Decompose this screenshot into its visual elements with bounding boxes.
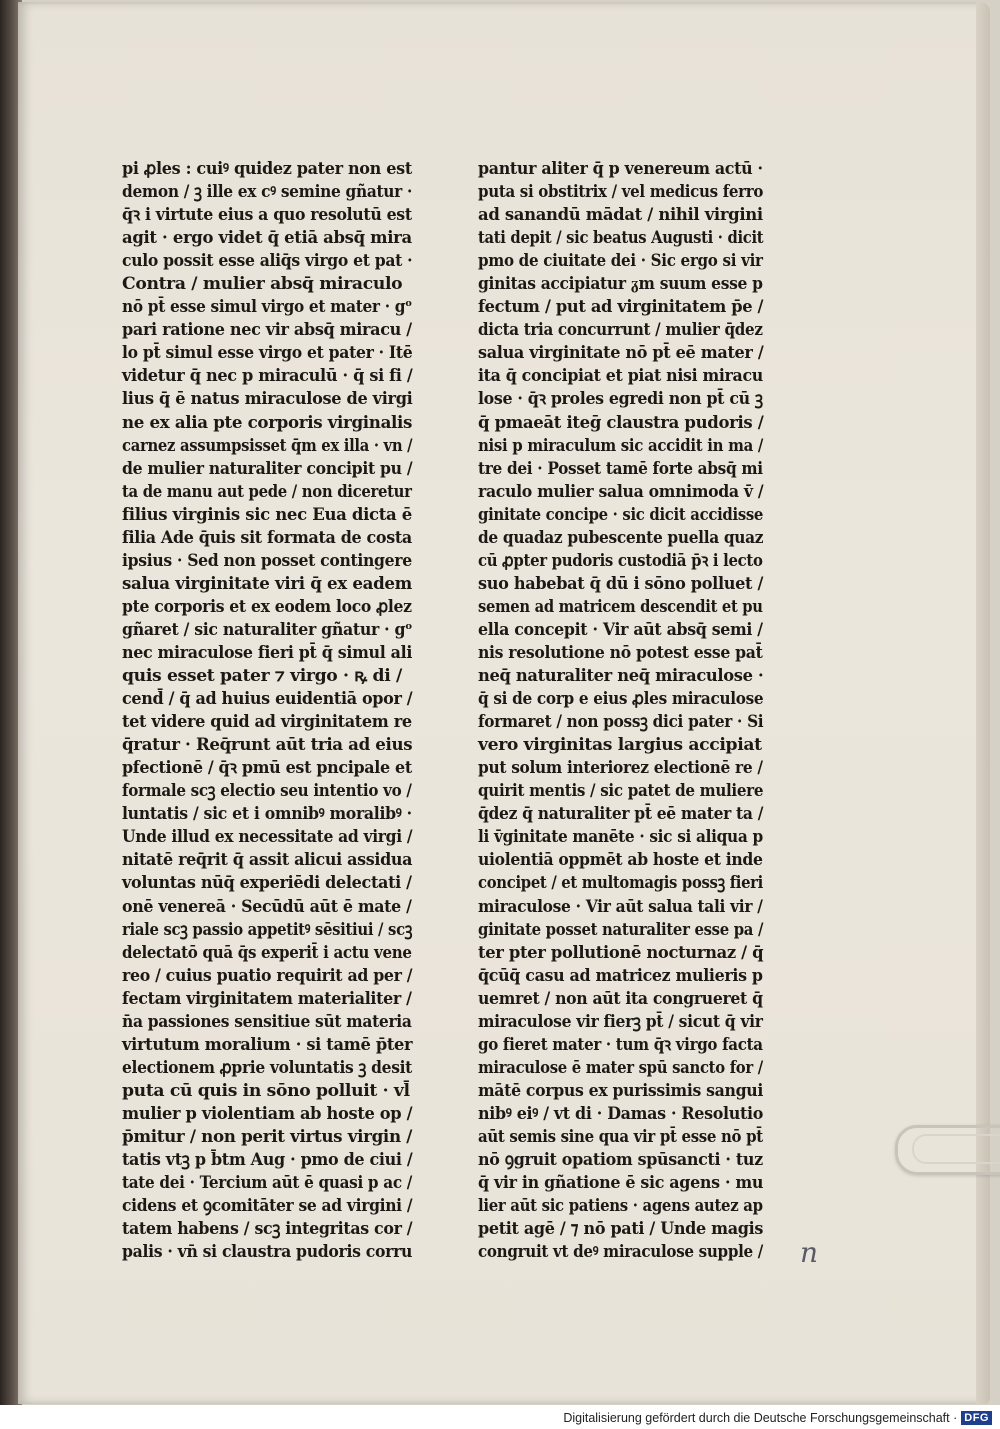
text-line: videtur q̄ nec p miraculū · q̄ si fi / <box>122 366 413 387</box>
text-line: delectatō quā q̄s experit̄ i actu vene <box>122 942 412 963</box>
text-line: concipet / et multomagis possꝫ fieri <box>478 873 764 894</box>
text-line: tate dei · Tercium aūt ē quasi p ac / <box>122 1173 413 1194</box>
text-line: dicta tria concurrunt / mulier q̄dez <box>478 320 763 341</box>
text-line: tatis vtꝫ p b̄tm Aug · pmo de ciui / <box>122 1150 413 1171</box>
text-line: quis esset pater ⁊ virgo · ꝶ di / <box>122 666 402 687</box>
text-line: voluntas nūq̄ experiēdi delectati / <box>122 873 412 894</box>
text-line: fectam virginitatem materialiter / <box>122 988 412 1009</box>
text-line: virtutum moralium · si tamē p̄ter <box>122 1034 413 1055</box>
text-column-left <box>122 158 412 1264</box>
text-line: mātē corpus ex purissimis sangui <box>478 1080 764 1101</box>
text-line: luntatis / sic et i omnibꝰ moralibꝰ · <box>122 804 412 825</box>
text-line: neq̄ naturaliter neq̄ miraculose · <box>478 666 764 687</box>
text-line: electionem ꝓprie voluntatis ꝫ desit <box>122 1057 413 1078</box>
text-line: miraculose ē mater spū sancto for / <box>478 1057 763 1078</box>
text-line: ginitate posset naturaliter esse pa / <box>478 919 764 940</box>
text-line: q̄ratur · Req̄runt aūt tria ad eius <box>122 735 413 756</box>
text-line: nō ꝯgruit opatiom spūsancti · tuz <box>478 1150 763 1171</box>
text-line: quirit mentis / sic patet de muliere <box>478 781 764 802</box>
text-line: lose · q̄ꝛ proles egredi non pt̄ cū ꝫ <box>478 389 763 410</box>
text-line: q̄ꝛ i virtute eius a quo resolutū est <box>122 205 412 226</box>
text-line: gñaret / sic naturaliter gñatur · gᵒ <box>122 619 413 640</box>
text-line: lius q̄ ē natus miraculose de virgi <box>122 389 413 410</box>
text-line: q̄ si de corp e eius ꝓles miraculose <box>478 689 764 710</box>
text-line: nis resolutione nō potest esse pat̄ <box>478 642 763 663</box>
text-line: nisi p miraculum sic accidit in ma / <box>478 435 763 456</box>
text-line: pfectionē / q̄ꝛ pmū est pncipale et <box>122 758 412 779</box>
text-line: q̄cūq̄ casu ad matricez mulieris p <box>478 965 763 986</box>
text-line: ella concepit · Vir aūt absq̄ semi / <box>478 619 763 640</box>
text-line: salua virginitate nō pt̄ eē mater / <box>478 343 764 364</box>
text-line: nitatē req̄rit q̄ assit alicui assidua <box>122 850 413 871</box>
text-line: tet videre quid ad virginitatem re <box>122 712 412 733</box>
funding-credit <box>563 1411 992 1425</box>
text-line: semen ad matricem descendit et pu <box>478 596 763 617</box>
text-line: salua virginitate viri q̄ ex eadem <box>122 573 412 594</box>
text-line: put solum interiorez electionē re / <box>478 758 763 779</box>
text-line: pari ratione nec vir absq̄ miracu / <box>122 320 412 341</box>
text-line: ipsius · Sed non posset contingere <box>122 550 412 571</box>
text-line: ginitas accipiatur ᵹm suum esse p <box>478 274 763 295</box>
text-line: miraculose · Vir aūt salua tali vir / <box>478 896 763 917</box>
text-line: cidens et ꝯcomitāter se ad virgini / <box>122 1196 413 1217</box>
handwritten-folio-mark: n <box>800 1236 819 1269</box>
text-line: nibꝰ eiꝰ / vt di · Damas · Resolutio <box>478 1103 763 1124</box>
text-line: ta de manu aut pede / non diceretur <box>122 481 412 502</box>
text-line: pi ꝓles : cuiꝰ quidez pater non est <box>122 159 412 179</box>
text-line: uiolentiā oppmēt ab hoste et inde <box>478 850 763 871</box>
text-line: congruit vt deꝰ miraculose supple / <box>478 1242 764 1263</box>
text-line: li v̄ginitate manēte · sic si aliqua p <box>478 827 763 848</box>
text-line: ne ex alia pte corporis virginalis <box>122 412 413 433</box>
text-line: nec miraculose fieri pt̄ q̄ simul ali <box>122 642 413 663</box>
text-line: suo habebat q̄ dū i sōno polluet / <box>478 573 764 594</box>
text-line: tatem habens / scꝫ integritas cor / <box>122 1219 413 1240</box>
text-line: cend̄ / q̄ ad huius euidentiā opor / <box>122 689 413 710</box>
text-line: petit agē / ⁊ nō pati / Unde magis <box>478 1219 764 1240</box>
text-line: de quadaz pubescente puella quaz <box>478 527 764 548</box>
text-line: ginitate concipe · sic dicit accidisse <box>478 504 764 525</box>
text-line: filia Ade q̄uis sit formata de costa <box>122 527 412 548</box>
text-line: p̄mitur / non perit virtus virgin / <box>122 1126 413 1147</box>
text-line: n̄a passiones sensitiue sūt materia <box>122 1011 412 1032</box>
text-line: pmo de ciuitate dei · Sic ergo si vir <box>478 251 763 272</box>
text-line: riale scꝫ passio appetitꝰ sēsitiui / scꝫ <box>122 919 413 940</box>
text-line: vero virginitas largius accipiat <box>478 735 762 756</box>
text-line: tati depit / sic beatus Augusti · dicit <box>478 228 764 249</box>
text-line: miraculose vir fierꝫ pt̄ / sicut q̄ vir <box>478 1011 763 1032</box>
text-line: formaret / non possꝫ dici pater · Si <box>478 712 764 733</box>
text-line: tre dei · Posset tamē forte absq̄ mi <box>478 458 763 479</box>
text-line: carnez assumpsisset q̄m ex illa · vn / <box>122 435 413 456</box>
text-line: reo / cuius puatio requirit ad per / <box>122 965 413 986</box>
text-column-right <box>478 158 763 1264</box>
text-line: q̄dez q̄ naturaliter pt̄ eē mater ta / <box>478 804 764 825</box>
text-line: lier aūt sic patiens · agens autez ap <box>478 1196 763 1217</box>
text-line: ad sanandū mādat / nihil virgini <box>478 205 763 226</box>
text-line: raculo mulier salua omnimoda v̄ / <box>478 481 764 502</box>
text-line: pte corporis et ex eodem loco ꝓlez <box>122 596 412 617</box>
text-line: Contra / mulier absq̄ miraculo <box>122 274 403 295</box>
text-line: de mulier naturaliter concipit pu / <box>122 458 413 479</box>
text-line: filius virginis sic nec Eua dicta ē <box>122 504 412 525</box>
text-line: palis · vn̄ si claustra pudoris corru <box>122 1242 413 1263</box>
text-line: demon / ꝫ ille ex cꝰ semine gñatur · <box>122 182 413 203</box>
text-line: pantur aliter q̄ p venereum actū · <box>478 159 763 179</box>
text-line: cū ꝓpter pudoris custodiā p̄ꝛ i lecto <box>478 550 763 571</box>
text-line: nō pt̄ esse simul virgo et mater · gᵒ <box>122 297 413 318</box>
text-line: formale scꝫ electio seu intentio vo / <box>122 781 412 802</box>
text-line: mulier p violentiam ab hoste op / <box>122 1103 413 1124</box>
text-line: ter pter pollutionē nocturnaz / q̄ <box>478 942 764 963</box>
footer-bar <box>0 1405 1000 1429</box>
text-line: ita q̄ concipiat et piat nisi miracu <box>478 366 763 387</box>
text-line: onē venereā · Secūdū aūt ē mate / <box>122 896 412 917</box>
text-line: fectum / put ad virginitatem p̄e / <box>478 297 764 318</box>
text-line: Unde illud ex necessitate ad virgi / <box>122 827 413 848</box>
paper-clip-inner <box>912 1134 1000 1164</box>
text-line: puta cū quis in sōno polluit · vl̄ <box>122 1080 410 1101</box>
text-line: uemret / non aūt ita congrueret q̄ <box>478 988 763 1009</box>
text-line: q̄ vir in gñatione ē sic agens · mu <box>478 1173 764 1194</box>
text-line: puta si obstitrix / vel medicus ferro <box>478 182 764 203</box>
dfg-logo-icon: DFG <box>961 1411 992 1425</box>
text-line: culo possit esse aliq̄s virgo et pat · <box>122 251 413 272</box>
page-edge <box>976 2 990 1404</box>
text-line: agit · ergo videt q̄ etiā absq̄ mira <box>122 228 412 249</box>
text-line: go fieret mater · tum q̄ꝛ virgo facta <box>478 1034 763 1055</box>
funding-credit-text: Digitalisierung gefördert durch die Deutsche Forschungsgemeinschaft · <box>563 1411 958 1425</box>
text-line: q̄ pmaeāt iteḡ claustra pudoris / <box>478 412 764 433</box>
text-line: aūt semis sine qua vir pt̄ esse nō pt̄ <box>478 1126 763 1147</box>
text-line: lo pt̄ simul esse virgo et pater · Itē <box>122 343 413 364</box>
